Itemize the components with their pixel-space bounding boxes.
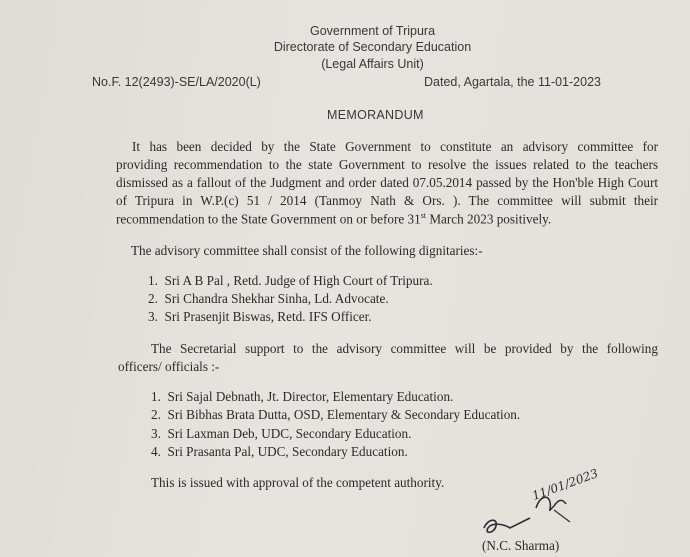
committee-member: 2. Sri Chandra Shekhar Sinha, Ld. Advocate. xyxy=(148,291,389,306)
paragraph-line-2: providing recommendation to the state Government to resolve the issues related to the teachers xyxy=(116,157,658,172)
handwritten-date: 11/01/2023 xyxy=(530,466,601,503)
approval-statement: This is issued with approval of the competent authority. xyxy=(151,475,445,490)
header-government: Government of Tripura xyxy=(309,24,436,38)
file-number: No.F. 12(2493)-SE/LA/2020(L) xyxy=(92,75,261,89)
committee-member: 1. Sri A B Pal , Retd. Judge of High Court of Tripura. xyxy=(148,273,433,288)
memorandum-title: MEMORANDUM xyxy=(327,108,424,122)
committee-member: 3. Sri Prasenjit Biswas, Retd. IFS Officer. xyxy=(148,309,372,324)
paragraph-line-5: recommendation to the State Government on or before 31st March 2023 positively. xyxy=(116,211,552,227)
support-official: 4. Sri Prasanta Pal, UDC, Secondary Education. xyxy=(151,444,408,459)
support-official: 1. Sri Sajal Debnath, Jt. Director, Elementary Education. xyxy=(151,389,454,404)
support-line-2: officers/ officials :- xyxy=(118,359,220,374)
support-official: 3. Sri Laxman Deb, UDC, Secondary Education. xyxy=(151,426,412,441)
paragraph-line-4: of Tripura in W.P.(c) 51 / 2014 (Tanmoy Nath & Ors. ). The committee will submit their xyxy=(116,193,658,208)
date-line: Dated, Agartala, the 11-01-2023 xyxy=(424,75,601,89)
paragraph-line-1: It has been decided by the State Government to constitute an advisory committee for xyxy=(132,139,658,154)
paragraph-line-3: dismissed as a fallout of the Judgment and order dated 07.05.2014 passed by the Hon'ble High Court xyxy=(116,175,658,190)
support-official: 2. Sri Bibhas Brata Dutta, OSD, Elementary & Secondary Education. xyxy=(151,407,521,422)
header-directorate: Directorate of Secondary Education xyxy=(273,40,472,54)
support-line-1: The Secretarial support to the advisory committee will be provided by the following xyxy=(151,341,658,356)
header-unit: (Legal Affairs Unit) xyxy=(321,57,424,71)
signatory-name: (N.C. Sharma) xyxy=(482,538,560,553)
committee-intro: The advisory committee shall consist of the following dignitaries:- xyxy=(131,243,483,258)
